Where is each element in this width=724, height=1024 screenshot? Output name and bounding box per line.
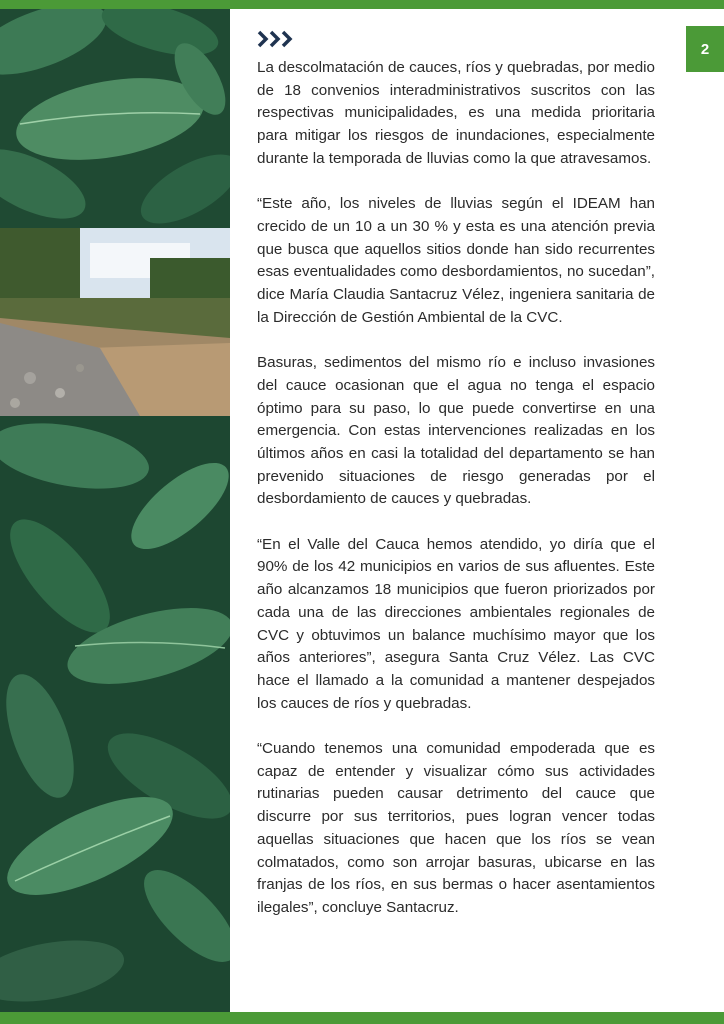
leaves-photo-bottom bbox=[0, 416, 230, 1012]
page-number-badge: 2 bbox=[686, 26, 724, 72]
bottom-accent-bar bbox=[0, 1012, 724, 1024]
decorative-photo-strip bbox=[0, 9, 230, 1012]
paragraph-4: “En el Valle del Cauca hemos atendido, yo diría que el 90% de los 42 municipios en varios de sus afluentes. Este año alcanzamos 18 municipios que fueron priorizados por cada una de las direcciones ambientales regionales de CVC y obtuvimos un balance muchísimo mayor que los años anteriores”, asegura Santa Cruz Vélez. Las CVC hace el llamado a la comunidad a mantener despejados los cauces de ríos y quebradas. bbox=[257, 535, 655, 712]
paragraph-5: “Cuando tenemos una comunidad empoderada que es capaz de entender y visualizar cómo sus actividades rutinarias pueden causar detrimento del cauce que discurre por sus territorios, pues logran vencer todas aquellas situaciones que hacen que los ríos se vean colmatados, como son arrojar basuras, ubicarse en las franjas de los ríos, en sus bermas o hacer asentamientos ilegales”, concluye Santacruz. bbox=[257, 740, 655, 916]
paragraph-2: “Este año, los niveles de lluvias según el IDEAM han crecido de un 10 a un 30 % y esta es una atención previa que busca que aquellos sitios donde han sido recurrentes esas eventualidades como desbordamientos, no sucedan”, dice María Claudia Santacruz Vélez, ingeniera sanitaria de la Dirección de Gestión Ambiental de la CVC. bbox=[257, 195, 655, 326]
leaves-photo-top bbox=[0, 9, 230, 228]
top-accent-bar bbox=[0, 0, 724, 9]
paragraph-3: Basuras, sedimentos del mismo río e incluso invasiones del cauce ocasionan que el agua no tenga el espacio óptimo para su paso, lo que puede convertirse en una emergencia. Con estas intervenciones realizadas en los últimos años en casi la totalidad del departamento se han prevenido situaciones de riesgo generadas por el desbordamiento de cauces y quebradas. bbox=[257, 354, 655, 508]
river-photo bbox=[0, 228, 230, 416]
paragraph-1: La descolmatación de cauces, ríos y quebradas, por medio de 18 convenios interadministrativos suscritos con las respectivas municipalidades, es una medida prioritaria para mitigar los riesgos de inundaciones, especialmente durante la temporada de lluvias como la que atravesamos. bbox=[257, 59, 655, 167]
triple-chevron-icon bbox=[257, 29, 299, 49]
article-body bbox=[257, 57, 655, 942]
